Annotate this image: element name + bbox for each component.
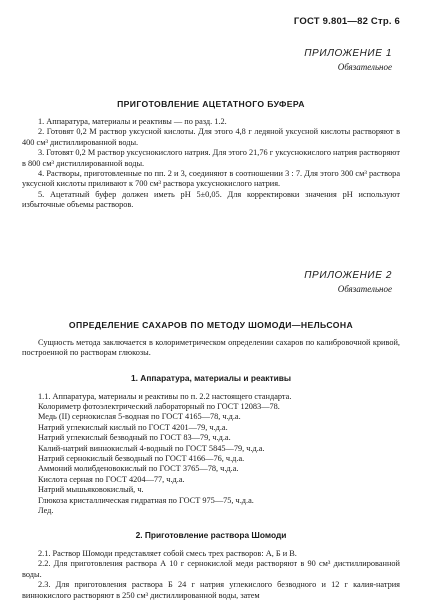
section-1-heading: 1. Аппаратура, материалы и реактивы (130, 373, 292, 383)
paragraph: 1.1. Аппаратура, материалы и реактивы по п. 2.2 настоящего стандарта. (38, 392, 292, 401)
section-2-body (22, 549, 400, 601)
list-item: Колориметр фотоэлектрический лабораторный по ГОСТ 12083—78. (38, 402, 280, 411)
list-item: Аммоний молибденовокислый по ГОСТ 3765—78, ч.д.а. (38, 464, 239, 474)
section-2-heading: 2. Приготовление раствора Шомоди (135, 530, 287, 540)
list-item: Медь (II) сернокислая 5-водная по ГОСТ 4165—78, ч.д.а. (38, 412, 241, 422)
page-header: ГОСТ 9.801—82 Стр. 6 (293, 16, 400, 27)
appendix-2-intro (22, 338, 400, 359)
paragraph: 1. Аппаратура, материалы и реактивы — по разд. 1.2. (38, 117, 227, 126)
paragraph: 2.1. Раствор Шомоди представляет собой смесь трех растворов: А, Б и В. (38, 549, 297, 558)
appendix-1-body (22, 117, 400, 211)
list-item: Натрий сернокислый безводный по ГОСТ 4166—76, ч.д.а. (38, 454, 245, 464)
paragraph: 2. Готовят 0,2 М раствор уксусной кислоты. Для этого 4,8 г ледяной уксусной кислоты растворяют в 400 см³ дистиллированной воды. (22, 127, 400, 147)
appendix-1-subtitle: Обязательное (337, 62, 392, 72)
paragraph: 4. Растворы, приготовленные по пп. 2 и 3, соединяют в соотношении 3 : 7. Для этого 300 см³ раствора уксусной кислоты приливают к 700 см³ раствора уксуснокислого натрия. (22, 169, 400, 189)
section-1-first-item (22, 392, 400, 402)
list-item: Лед. (38, 506, 54, 516)
appendix-1-title: ПРИЛОЖЕНИЕ 1 (304, 48, 392, 59)
paragraph: Сущность метода заключается в колориметрическом определении сахаров по калибровочной кривой, построенной по растворам глюкозы. (22, 338, 400, 358)
appendix-2-subtitle: Обязательное (337, 284, 392, 294)
list-item: Кислота серная по ГОСТ 4204—77, ч.д.а. (38, 474, 185, 484)
paragraph: 5. Ацетатный буфер должен иметь pH 5±0,05. Для корректировки значения pH используют избыточные объемы растворов. (22, 189, 400, 210)
paragraph: 3. Готовят 0,2 М раствор уксуснокислого натрия. Для этого 21,76 г уксуснокислого натрия растворяют в 800 см³ дистиллированной воды. (22, 148, 400, 168)
appendix-1-heading: ПРИГОТОВЛЕНИЕ АЦЕТАТНОГО БУФЕРА (117, 99, 305, 109)
list-item: Натрий углекислый безводный по ГОСТ 83—79, ч.д.а. (38, 433, 231, 443)
list-item: Натрий мышьяковокислый, ч. (38, 485, 144, 495)
list-item: Натрий углекислый кислый по ГОСТ 4201—79, ч.д.а. (38, 422, 228, 432)
paragraph: 2.3. Для приготовления раствора Б 24 г натрия углекислого безводного и 12 г калия-натрия виннокислого растворяют в 250 см³ дистиллированной воды, затем (22, 580, 400, 600)
list-item: Глюкоза кристаллическая гидратная по ГОСТ 975—75, ч.д.а. (38, 495, 254, 505)
paragraph: 2.2. Для приготовления раствора А 10 г сернокислой меди растворяют в 90 см³ дистиллированной воды. (22, 559, 400, 579)
appendix-2-title: ПРИЛОЖЕНИЕ 2 (304, 270, 392, 281)
materials-list (38, 402, 400, 516)
appendix-2-heading: ОПРЕДЕЛЕНИЕ САХАРОВ ПО МЕТОДУ ШОМОДИ—НЕЛЬСОНА (68, 320, 354, 330)
list-item: Калий-натрий виннокислый 4-водный по ГОСТ 5845—79, ч.д.а. (38, 443, 265, 453)
